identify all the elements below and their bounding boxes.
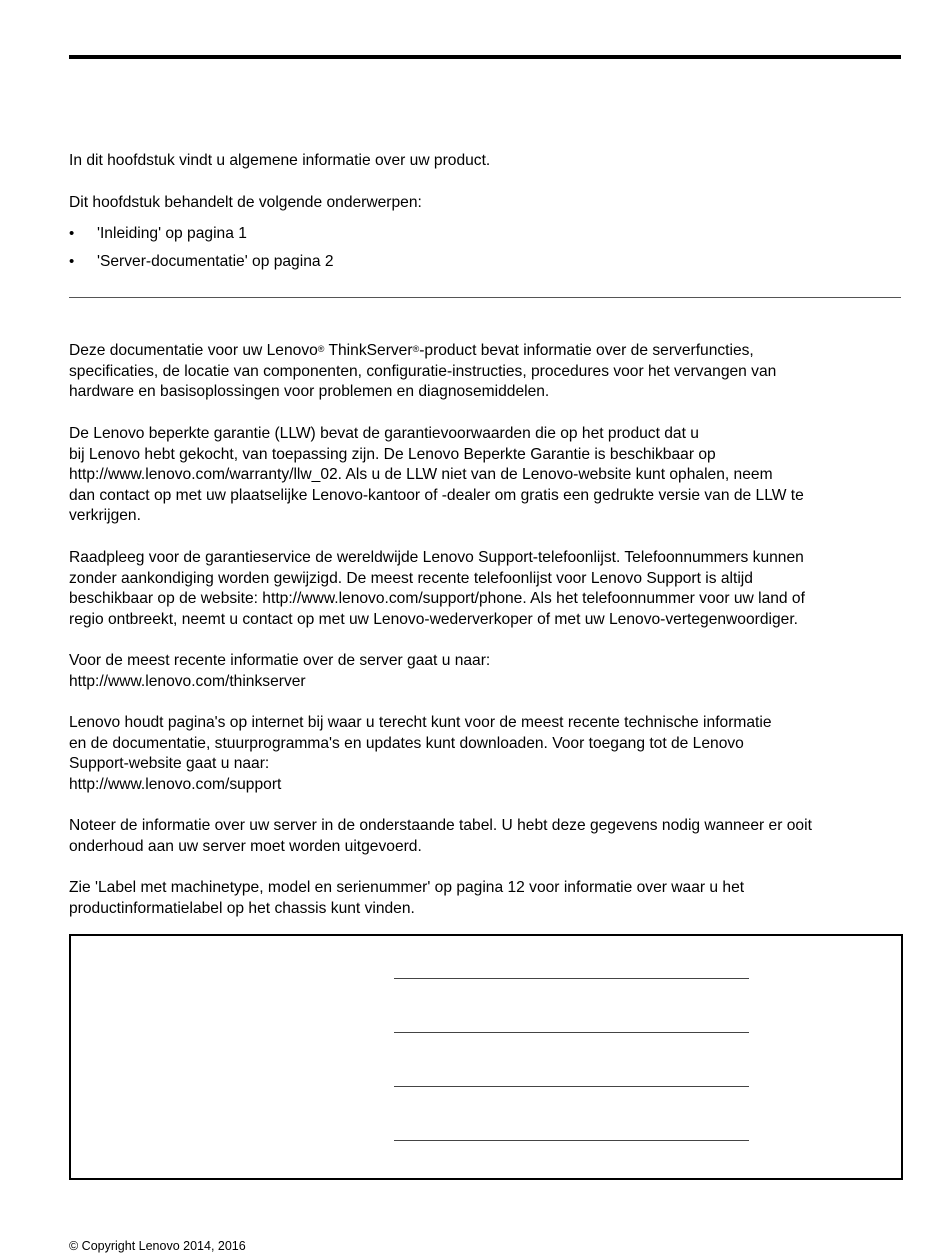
registered-mark: ® bbox=[412, 344, 420, 354]
warranty-url-line[interactable]: http://www.lenovo.com/warranty/llw_02. Als u de LLW niet van de Lenovo-website kunt ophalen, neem bbox=[69, 466, 773, 484]
para2-line: De Lenovo beperkte garantie (LLW) bevat de garantievoorwaarden die op het product dat u bbox=[69, 425, 699, 442]
warranty-paragraph bbox=[69, 424, 904, 527]
registered-mark: ® bbox=[317, 344, 325, 354]
intro-paragraph: In dit hoofdstuk vindt u algemene informatie over uw product. bbox=[69, 152, 491, 169]
server-info-field-4[interactable] bbox=[394, 1140, 749, 1141]
para5-line: en de documentatie, stuurprogramma's en updates kunt downloaden. Voor toegang tot de Lenovo bbox=[69, 734, 744, 752]
list-item bbox=[69, 250, 334, 278]
record-info-paragraph bbox=[69, 816, 904, 857]
thinkserver-link[interactable]: http://www.lenovo.com/thinkserver bbox=[69, 672, 306, 690]
server-info-field-3[interactable] bbox=[394, 1086, 749, 1087]
para5-line: Lenovo houdt pagina's op internet bij waar u terecht kunt voor de meest recente technische informatie bbox=[69, 714, 772, 731]
para3-line: regio ontbreekt, neemt u contact op met uw Lenovo-wederverkoper of met uw Lenovo-vertegenwoordiger. bbox=[69, 610, 798, 628]
para2-line: dan contact op met uw plaatselijke Lenovo-kantoor of -dealer om gratis een gedrukte versie van de LLW te bbox=[69, 486, 804, 504]
para6-line: onderhoud aan uw server moet worden uitgevoerd. bbox=[69, 837, 422, 855]
thinkserver-paragraph bbox=[69, 651, 904, 692]
support-phone-url-line[interactable]: beschikbaar op de website: http://www.lenovo.com/support/phone. Als het telefoonnummer voor uw land of bbox=[69, 590, 805, 608]
label-reference-paragraph bbox=[69, 878, 904, 919]
server-info-field-1[interactable] bbox=[394, 978, 749, 979]
server-info-table bbox=[69, 934, 903, 1180]
para1-text-b: ThinkServer bbox=[324, 342, 413, 359]
support-website-paragraph bbox=[69, 713, 904, 795]
para1-text-c: -product bevat informatie over de serverfuncties, bbox=[419, 342, 754, 359]
support-phone-paragraph bbox=[69, 548, 904, 630]
bullet-icon: • bbox=[69, 253, 75, 270]
para7-line: productinformatielabel op het chassis kunt vinden. bbox=[69, 899, 415, 917]
topics-intro: Dit hoofdstuk behandelt de volgende onderwerpen: bbox=[69, 194, 422, 211]
para1-line: specificaties, de locatie van componenten, configuratie-instructies, procedures voor het vervangen van bbox=[69, 362, 777, 380]
list-item bbox=[69, 222, 334, 250]
para5-line: Support-website gaat u naar: bbox=[69, 755, 270, 773]
para2-line: verkrijgen. bbox=[69, 507, 141, 525]
bullet-icon: • bbox=[69, 225, 75, 242]
label-reference-link[interactable]: Zie 'Label met machinetype, model en serienummer' op pagina 12 voor informatie over waar u het bbox=[69, 879, 745, 896]
topic-link-inleiding[interactable]: 'Inleiding' op pagina 1 bbox=[97, 225, 247, 242]
server-info-field-2[interactable] bbox=[394, 1032, 749, 1033]
top-rule bbox=[69, 55, 901, 59]
support-link[interactable]: http://www.lenovo.com/support bbox=[69, 775, 282, 793]
topics-list bbox=[69, 222, 334, 278]
para1-line: hardware en basisoplossingen voor problemen en diagnosemiddelen. bbox=[69, 383, 550, 401]
para3-line: zonder aankondiging worden gewijzigd. De meest recente telefoonlijst voor Lenovo Support is altijd bbox=[69, 569, 753, 587]
para3-line: Raadpleeg voor de garantieservice de wereldwijde Lenovo Support-telefoonlijst. Telefoonnummers kunnen bbox=[69, 549, 804, 566]
para1-text-a: Deze documentatie voor uw Lenovo bbox=[69, 342, 318, 359]
para6-line: Noteer de informatie over uw server in de onderstaande tabel. U hebt deze gegevens nodig wanneer er ooit bbox=[69, 817, 812, 834]
documentation-paragraph bbox=[69, 341, 904, 403]
copyright-notice: © Copyright Lenovo 2014, 2016 bbox=[69, 1239, 246, 1253]
topic-link-server-documentatie[interactable]: 'Server-documentatie' op pagina 2 bbox=[97, 253, 334, 270]
para2-line: bij Lenovo hebt gekocht, van toepassing zijn. De Lenovo Beperkte Garantie is beschikbaar op bbox=[69, 445, 716, 463]
para4-line: Voor de meest recente informatie over de server gaat u naar: bbox=[69, 652, 491, 669]
section-divider bbox=[69, 297, 901, 298]
